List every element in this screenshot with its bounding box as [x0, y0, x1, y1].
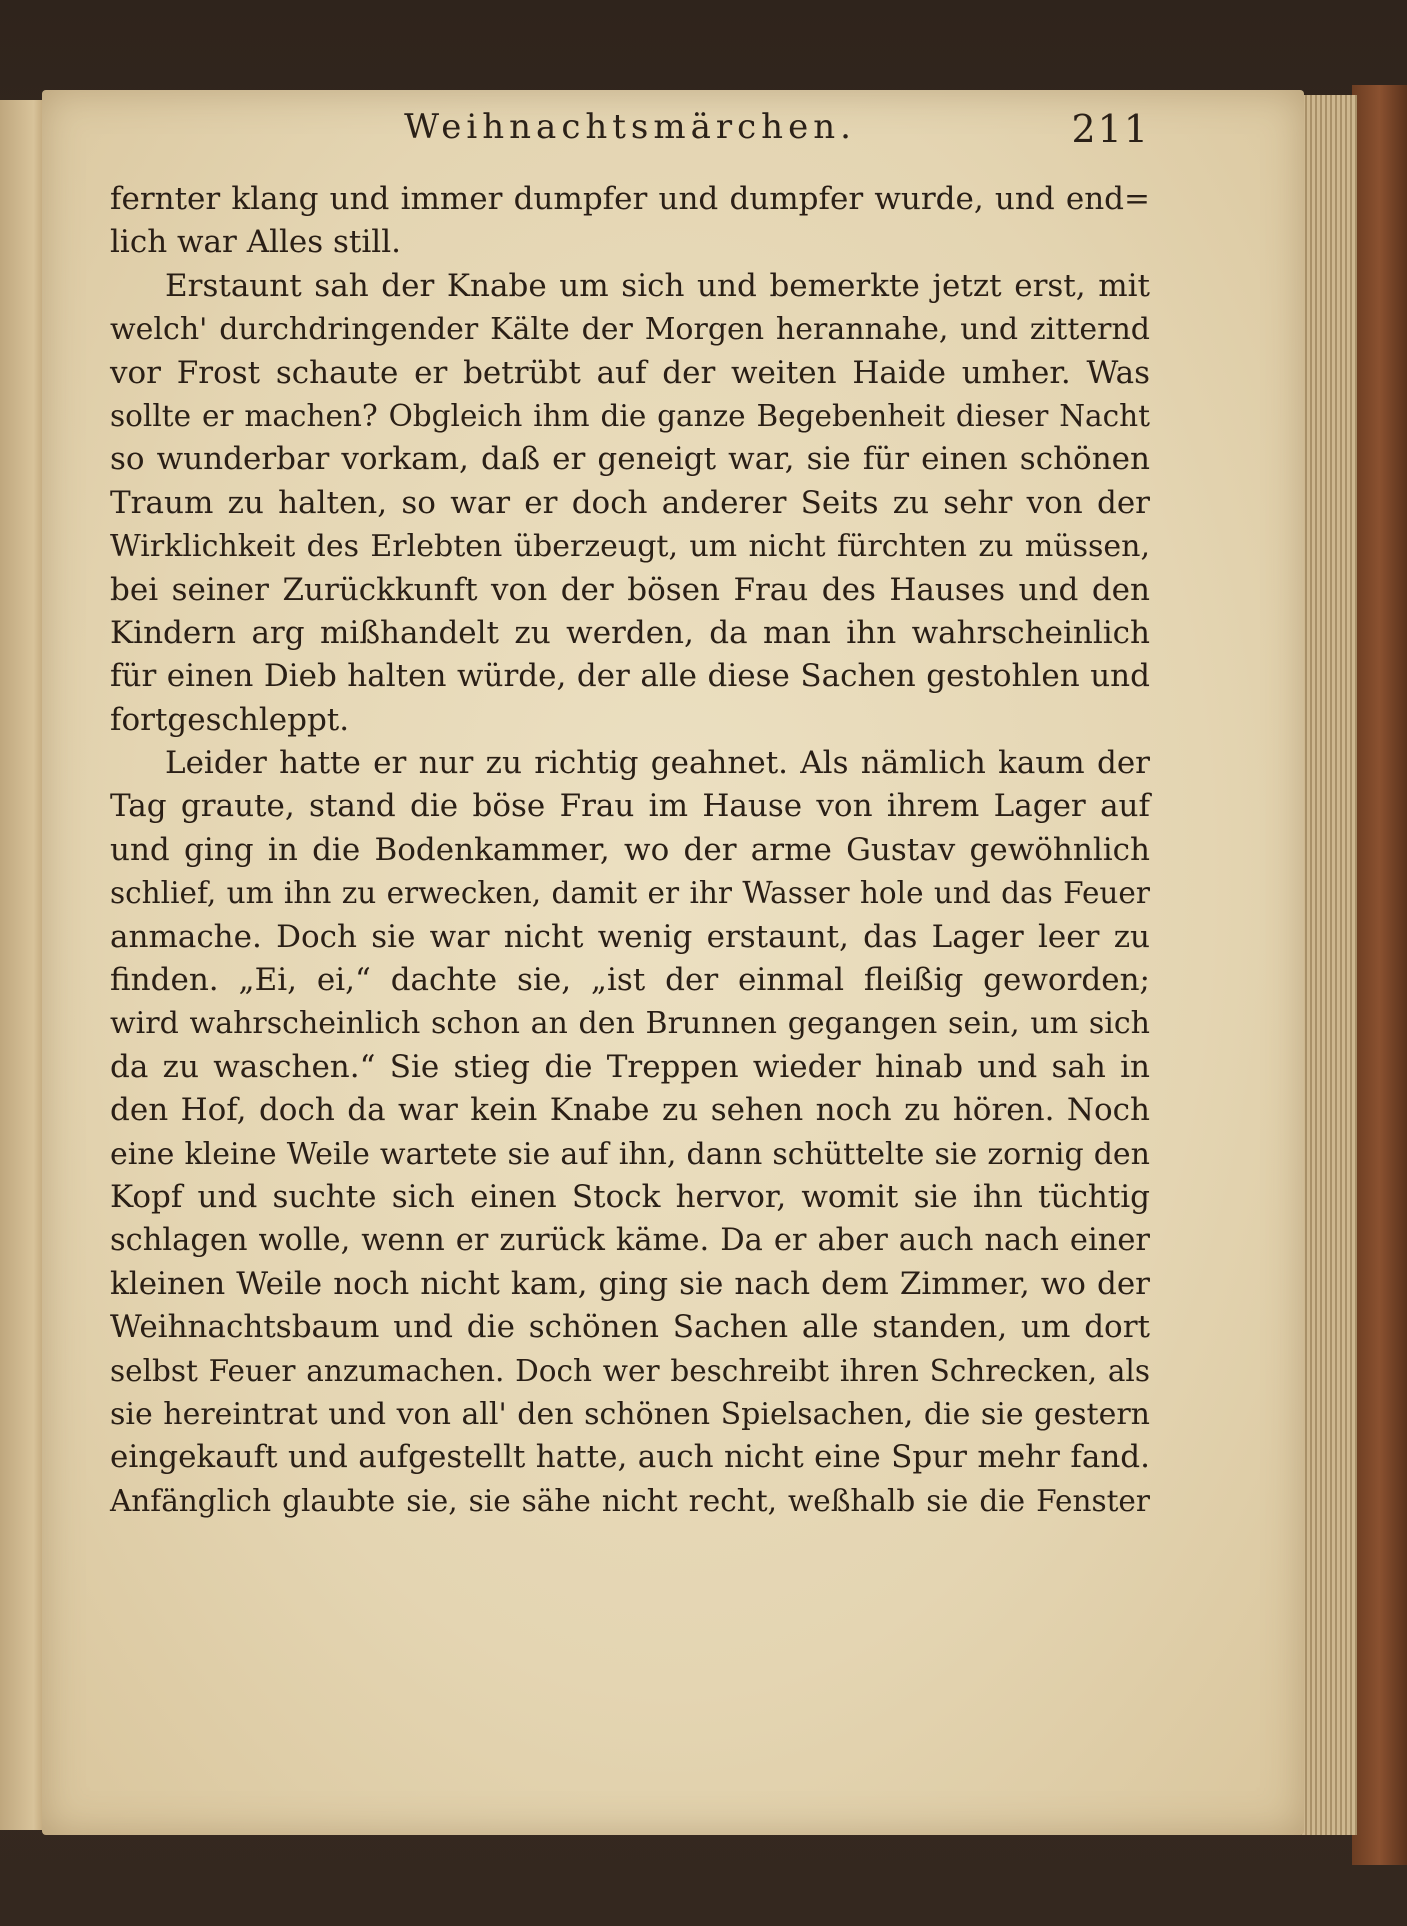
text-line: da zu waschen.“ Sie stieg die Treppen wieder hinab und sah in [110, 1048, 1150, 1085]
text-line: finden. „Ei, ei,“ dachte sie, „ist der einmal fleißig geworden; [110, 962, 1150, 999]
text-line: und ging in die Bodenkammer, wo der arme Gustav gewöhnlich [110, 831, 1150, 868]
text-line: so wunderbar vorkam, daß er geneigt war, sie für einen schönen [110, 441, 1150, 478]
text-line: welch' durchdringender Kälte der Morgen herannahe, und zitternd [110, 312, 1150, 348]
text-line: Kopf und suchte sich einen Stock hervor, womit sie ihn tüchtig [110, 1178, 1150, 1215]
text-line: selbst Feuer anzumachen. Doch wer beschreibt ihren Schrecken, als [110, 1353, 1150, 1388]
text-line: eine kleine Weile wartete sie auf ihn, dann schüttelte sie zornig den [110, 1136, 1150, 1172]
text-line: Weihnachtsbaum und die schönen Sachen alle standen, um dort [110, 1309, 1150, 1346]
text-line: lich war Alles still. [110, 224, 401, 261]
text-line: Anfänglich glaubte sie, sie sähe nicht recht, weßhalb sie die Fenster [110, 1483, 1150, 1518]
book-cover-edge [1352, 85, 1407, 1865]
page-stack-edges [1300, 95, 1357, 1835]
text-line: den Hof, doch da war kein Knabe zu sehen noch zu hören. Noch [110, 1092, 1150, 1129]
text-line: eingekauft und aufgestellt hatte, auch nicht eine Spur mehr fand. [110, 1439, 1150, 1476]
text-line: anmache. Doch sie war nicht wenig erstaunt, das Lager leer zu [110, 918, 1150, 955]
body-text [110, 178, 1150, 1523]
text-line: fernter klang und immer dumpfer und dumpfer wurde, und end= [110, 181, 1150, 217]
text-line: kleinen Weile noch nicht kam, ging sie nach dem Zimmer, wo der [110, 1265, 1150, 1302]
text-line: Wirklichkeit des Erlebten überzeugt, um nicht fürchten zu müssen, [110, 529, 1150, 565]
page-number: 211 [1071, 107, 1150, 151]
text-line: vor Frost schaute er betrübt auf der weiten Haide umher. Was [110, 354, 1150, 391]
text-line: Kindern arg mißhandelt zu werden, da man ihn wahrscheinlich [110, 614, 1150, 651]
text-line: Erstaunt sah der Knabe um sich und bemerkte jetzt erst, mit [165, 267, 1150, 304]
text-line: Tag graute, stand die böse Frau im Hause von ihrem Lager auf [110, 788, 1150, 825]
text-line: wird wahrscheinlich schon an den Brunnen gegangen sein, um sich [110, 1006, 1150, 1042]
text-line: Traum zu halten, so war er doch anderer Seits zu sehr von der [110, 484, 1150, 521]
text-line: sie hereintrat und von all' den schönen Spielsachen, die sie gestern [110, 1396, 1150, 1432]
running-header [110, 107, 1150, 167]
text-line: fortgeschleppt. [110, 701, 350, 738]
text-line: sollte er machen? Obgleich ihm die ganze Begebenheit dieser Nacht [110, 398, 1150, 433]
text-line: für einen Dieb halten würde, der alle diese Sachen gestohlen und [110, 658, 1150, 695]
text-line: Leider hatte er nur zu richtig geahnet. Als nämlich kaum der [165, 745, 1150, 782]
text-line: bei seiner Zurückkunft von der bösen Frau des Hauses und den [110, 571, 1150, 608]
running-title: Weihnachtsmärchen. [404, 107, 856, 147]
text-line: schlief, um ihn zu erwecken, damit er ihr Wasser hole und das Feuer [110, 876, 1150, 911]
text-line: schlagen wolle, wenn er zurück käme. Da er aber auch nach einer [110, 1223, 1150, 1259]
